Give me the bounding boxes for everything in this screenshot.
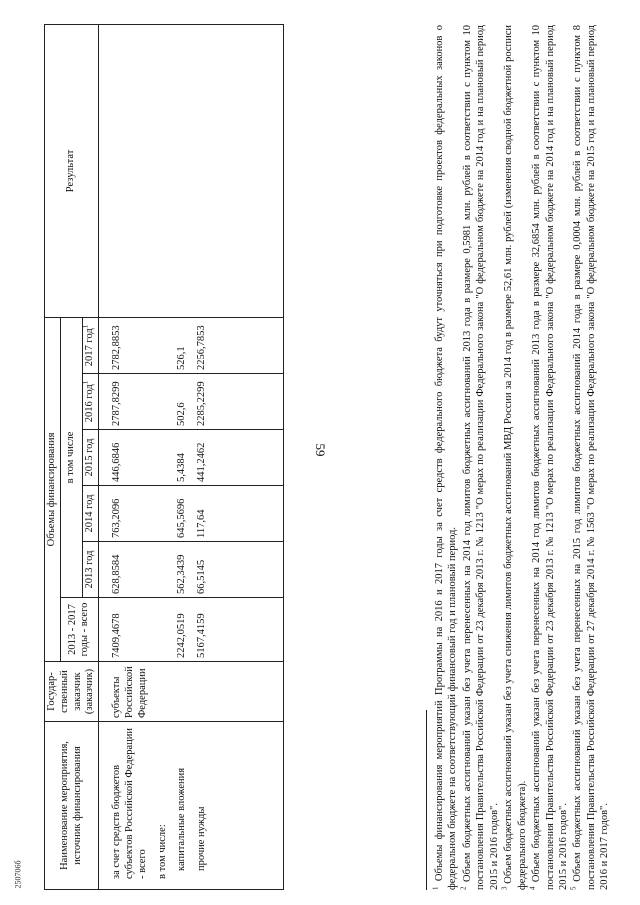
page-number: 59 bbox=[313, 443, 328, 457]
row-value-2016: 2787,8299 bbox=[99, 374, 151, 430]
table-row bbox=[190, 24, 283, 889]
header-result: Результат bbox=[45, 24, 99, 317]
row-value-2013: 66,5145 bbox=[190, 542, 283, 598]
footnote: $^2$ Объем бюджетных ассигнований указан без учета перенесенных на 2014 год лимитов бюджетных ассигнований 2013 года в размере 0,5981 млн. рублей в соответствии с пунктом 10 постановления Правительства Российской Федерации от 23 декабря 2013 г. № 1213 "О мерах по реализации Федерального закона "О федеральном бюджете на 2014 год и на плановый период 2015 и 2016 годов". bbox=[459, 25, 500, 890]
row-name: прочие нужды bbox=[190, 722, 283, 890]
row-value-2016: 502,6 bbox=[170, 374, 190, 430]
row-value-2017: 526,1 bbox=[170, 317, 190, 373]
row-value-2017: 2782,8853 bbox=[99, 317, 151, 373]
table-row bbox=[151, 24, 171, 889]
header-including: в том числе bbox=[60, 317, 83, 597]
header-name: Наименование мероприятия, источник финансирования bbox=[45, 722, 99, 890]
rotated-page-content bbox=[8, 25, 628, 890]
financing-table bbox=[44, 24, 284, 890]
footnotes bbox=[433, 25, 613, 890]
row-value-2014 bbox=[151, 486, 171, 542]
row-value-2015: 446,6846 bbox=[99, 430, 151, 486]
row-value-2013 bbox=[151, 542, 171, 598]
footnote: $^4$ Объем бюджетных ассигнований указан без учета перенесенных на 2014 год лимитов бюджетных ассигнований 2013 года в размере 32,6854 млн. рублей в соответствии с пунктом 10 постановления Правительства Российской Федерации от 23 декабря 2013 г. № 1213 "О мерах по реализации Федерального закона "О федеральном бюджете на 2014 год и на плановый период 2015 и 2016 годов". bbox=[528, 24, 569, 890]
row-name: за счет средств бюджетов субъектов Российской Федерации - всего bbox=[99, 722, 151, 890]
row-value-2017 bbox=[151, 317, 171, 373]
header-year-2015: 2015 год bbox=[83, 430, 99, 486]
row-customer bbox=[170, 662, 190, 722]
row-name: капитальные вложения bbox=[170, 722, 190, 890]
row-value-2013: 628,8584 bbox=[99, 542, 151, 598]
row-value-2014: 645,5696 bbox=[170, 486, 190, 542]
row-value-2014: 117,64 bbox=[190, 486, 283, 542]
footnote: $^5$ Объем бюджетных ассигнований указан без учета перенесенных на 2015 год лимитов бюджетных ассигнований 2014 года в размере 0,0004 млн. рублей в соответствии с пунктом 8 постановления Правительства Российской Федерации от 27 декабря 2014 г. № 1563 "О мерах по реализации Федерального закона "О федеральном бюджете на 2015 год и на плановый период 2016 и 2017 годов". bbox=[569, 24, 611, 890]
row-result bbox=[151, 24, 171, 317]
row-value-2015: 441,2462 bbox=[190, 430, 283, 486]
header-year-2014: 2014 год bbox=[83, 486, 99, 542]
row-value-2015 bbox=[151, 430, 171, 486]
header-year-2013: 2013 год bbox=[83, 542, 99, 598]
row-result bbox=[190, 24, 283, 317]
row-value-2017: 2256,7853 bbox=[190, 317, 283, 373]
header-year-2017: 2017 год$^1$ bbox=[83, 317, 99, 373]
row-customer bbox=[190, 662, 283, 722]
footnote: $^3$ Объем бюджетных ассигнований указан без учета снижения лимитов бюджетных ассигнований МВД России за 2014 год в размере 52,61 млн. рублей (изменения сводной бюджетной росписи федерального бюджета). bbox=[500, 24, 528, 890]
row-value-2013: 562,3439 bbox=[170, 542, 190, 598]
footnote-divider bbox=[426, 710, 427, 890]
row-value-2016: 2285,2299 bbox=[190, 374, 283, 430]
header-total: 2013 - 2017 годы - всего bbox=[60, 598, 98, 662]
row-result bbox=[99, 24, 151, 317]
row-value-2016 bbox=[151, 374, 171, 430]
row-customer bbox=[151, 662, 171, 722]
header-customer: Государ-ственный заказчик (заказчик) bbox=[45, 662, 99, 722]
row-total: 2242,0519 bbox=[170, 598, 190, 662]
row-total: 7409,4678 bbox=[99, 598, 151, 662]
table-row bbox=[170, 24, 190, 889]
header-volumes: Объемы финансирования bbox=[45, 317, 61, 661]
header-year-2016: 2016 год$^1$ bbox=[83, 374, 99, 430]
row-name: в том числе: bbox=[151, 722, 171, 890]
row-value-2015: 5,4384 bbox=[170, 430, 190, 486]
table-row bbox=[99, 24, 151, 889]
row-total: 5167,4159 bbox=[190, 598, 283, 662]
row-total bbox=[151, 598, 171, 662]
document-code: 250706б bbox=[13, 860, 23, 889]
footnote: $^1$ Объемы финансирования мероприятий Программы на 2016 и 2017 годы за счет средств федерального бюджета будут уточняться при подготовке проектов федеральных законов о федеральном бюджете на соответствующий финансовый год и плановый период. bbox=[431, 24, 459, 890]
row-value-2014: 763,2096 bbox=[99, 486, 151, 542]
row-customer: субъекты Российской Федерации bbox=[99, 662, 151, 722]
row-result bbox=[170, 24, 190, 317]
